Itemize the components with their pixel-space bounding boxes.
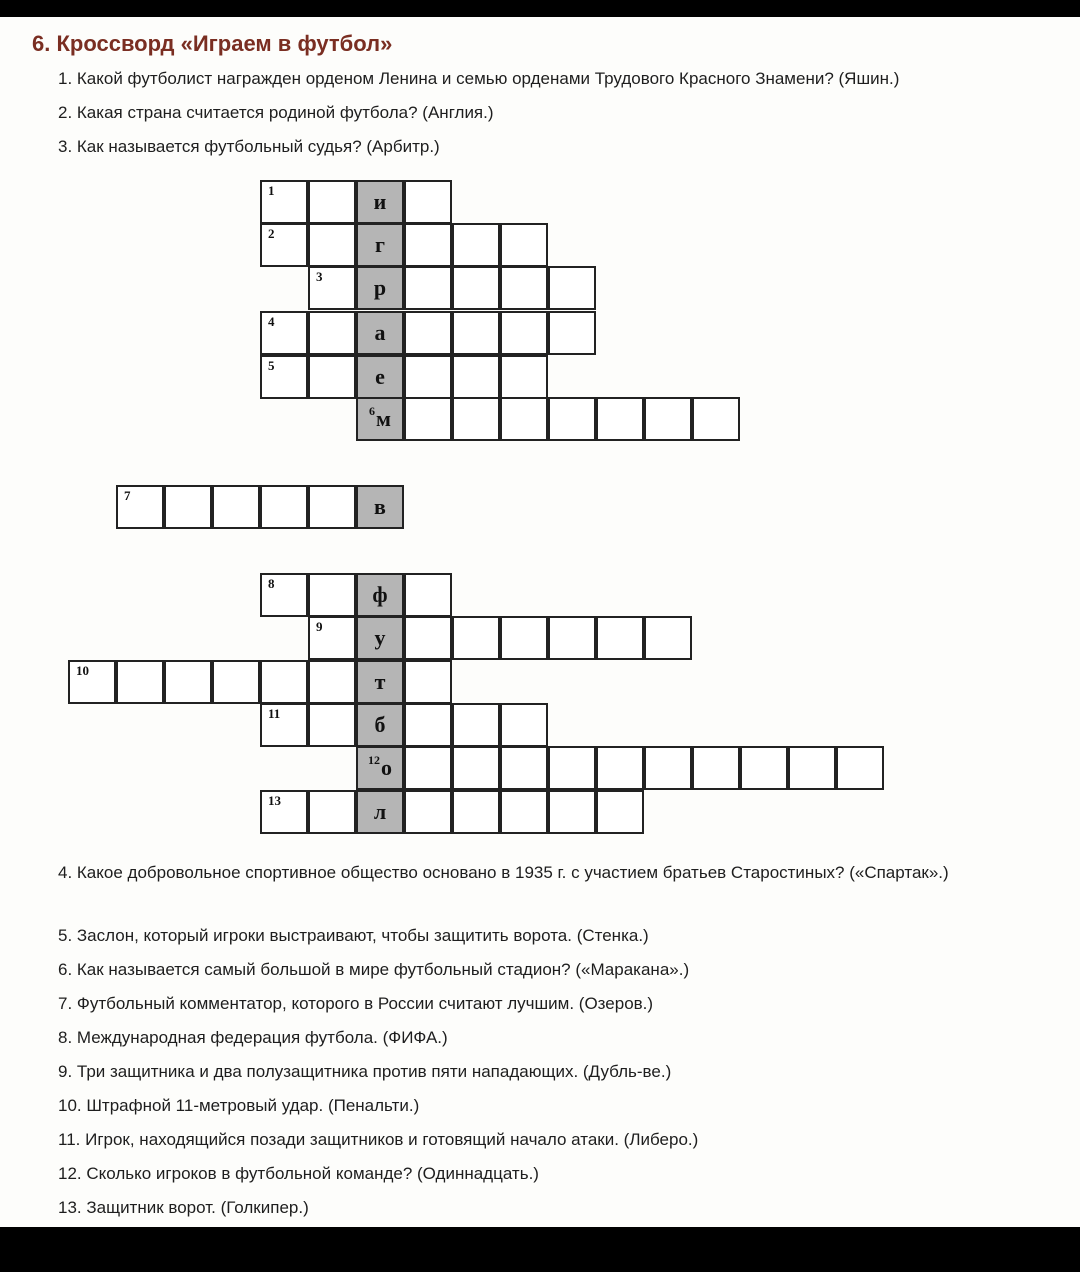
key-letter <box>358 575 402 615</box>
question-3: 3. Как называется футбольный судья? (Арбитр.) <box>58 137 440 156</box>
question-2: 2. Какая страна считается родиной футбола? (Англия.) <box>58 103 494 122</box>
clue-number-5: 5 <box>268 358 275 373</box>
crossword-cell <box>260 355 308 399</box>
key-cell-4 <box>356 311 404 355</box>
key-letter-text: б <box>374 712 386 737</box>
question-1: 1. Какой футболист награжден орденом Ленина и семью орденами Трудового Красного Знамени? (Яшин.) <box>58 69 900 88</box>
crossword-cell <box>308 180 356 224</box>
question-7: 7. Футбольный комментатор, которого в России считают лучшим. (Озеров.) <box>58 994 654 1013</box>
crossword-cell <box>308 616 356 660</box>
crossword-cell <box>212 485 260 529</box>
crossword-cell <box>404 397 452 441</box>
key-letter-text: и <box>373 189 387 214</box>
question-5: 5. Заслон, который игроки выстраивают, чтобы защитить ворота. (Стенка.) <box>58 926 649 945</box>
crossword-cell <box>260 180 308 224</box>
crossword-cell <box>452 223 500 267</box>
crossword-cell <box>452 355 500 399</box>
crossword-cell <box>452 616 500 660</box>
key-letter <box>358 268 402 308</box>
clue-number-6: 6 <box>369 403 375 418</box>
crossword-cell <box>452 746 500 790</box>
crossword-cell <box>260 790 308 834</box>
clue-number-1: 1 <box>268 183 275 198</box>
key-letter-text: т <box>374 669 386 694</box>
clue-number-7: 7 <box>124 488 131 503</box>
worksheet-page <box>0 17 1080 1227</box>
crossword-cell <box>404 180 452 224</box>
crossword-cell <box>692 746 740 790</box>
crossword-cell <box>548 616 596 660</box>
clue-number-13: 13 <box>268 793 281 808</box>
key-letter-text: л <box>373 799 387 824</box>
key-cell-7 <box>356 485 404 529</box>
clue-number-8: 8 <box>268 576 275 591</box>
crossword-cell <box>692 397 740 441</box>
clue-number-10: 10 <box>76 663 89 678</box>
crossword-cell <box>500 266 548 310</box>
key-cell-11 <box>356 703 404 747</box>
key-cell-10 <box>356 660 404 704</box>
crossword-cell <box>452 311 500 355</box>
key-letter-text: о <box>381 755 392 780</box>
crossword-cell <box>452 790 500 834</box>
question-10: 10. Штрафной 11-метровый удар. (Пенальти.) <box>58 1096 420 1115</box>
clue-number-9: 9 <box>316 619 323 634</box>
question-11: 11. Игрок, находящийся позади защитников и готовящий начало атаки. (Либеро.) <box>58 1130 699 1149</box>
key-letter-text: р <box>373 275 387 300</box>
key-cell-13 <box>356 790 404 834</box>
key-cell-5 <box>356 355 404 399</box>
crossword-cell <box>260 660 308 704</box>
question-4: 4. Какое добровольное спортивное общество основано в 1935 г. с участием братьев Старостиных? («Спартак».) <box>58 863 949 882</box>
key-letter <box>358 662 402 702</box>
crossword-cell <box>548 266 596 310</box>
key-letter <box>358 182 402 222</box>
crossword-cell <box>260 311 308 355</box>
question-6: 6. Как называется самый большой в мире футбольный стадион? («Маракана».) <box>58 960 690 979</box>
crossword-cell <box>308 355 356 399</box>
crossword-cell <box>404 266 452 310</box>
crossword-cell <box>260 223 308 267</box>
crossword-cell <box>260 485 308 529</box>
crossword-cell <box>260 573 308 617</box>
crossword-cell <box>452 397 500 441</box>
key-letter-text: а <box>374 320 386 345</box>
crossword-cell <box>548 311 596 355</box>
key-letter <box>358 357 402 397</box>
key-cell-2 <box>356 223 404 267</box>
crossword-cell <box>788 746 836 790</box>
crossword-cell <box>116 485 164 529</box>
crossword-cell <box>500 616 548 660</box>
key-letter <box>358 487 402 527</box>
clue-number-11: 11 <box>268 706 281 721</box>
crossword-cell <box>596 790 644 834</box>
crossword-cell <box>548 790 596 834</box>
question-9: 9. Три защитника и два полузащитника против пяти нападающих. (Дубль-ве.) <box>58 1062 672 1081</box>
crossword-cell <box>452 266 500 310</box>
question-13: 13. Защитник ворот. (Голкипер.) <box>58 1198 309 1217</box>
crossword-cell <box>308 790 356 834</box>
crossword-cell <box>404 223 452 267</box>
clue-number-4: 4 <box>268 314 275 329</box>
key-cell-1 <box>356 180 404 224</box>
clue-number-12: 12 <box>368 752 380 767</box>
crossword-cell <box>548 746 596 790</box>
key-letter <box>358 792 402 832</box>
crossword-cell <box>308 703 356 747</box>
crossword-cell <box>68 660 116 704</box>
key-cell-3 <box>356 266 404 310</box>
crossword-cell <box>404 660 452 704</box>
question-8: 8. Международная федерация футбола. (ФИФА.) <box>58 1028 448 1047</box>
crossword-cell <box>404 355 452 399</box>
question-12: 12. Сколько игроков в футбольной команде? (Одиннадцать.) <box>58 1164 539 1183</box>
crossword-cell <box>500 397 548 441</box>
key-cell-6 <box>356 397 404 441</box>
crossword-cell <box>404 746 452 790</box>
key-letter <box>358 399 402 439</box>
crossword-cell <box>644 616 692 660</box>
crossword-cell <box>596 746 644 790</box>
key-letter <box>358 313 402 353</box>
crossword-cell <box>548 397 596 441</box>
crossword-cell <box>500 703 548 747</box>
crossword-cell <box>836 746 884 790</box>
crossword-cell <box>116 660 164 704</box>
page-title: 6. Кроссворд «Играем в футбол» <box>32 31 393 56</box>
crossword-cell <box>308 223 356 267</box>
key-letter <box>358 705 402 745</box>
key-letter <box>358 748 402 788</box>
crossword-cell <box>308 266 356 310</box>
crossword-cell <box>308 311 356 355</box>
crossword-cell <box>596 616 644 660</box>
crossword-cell <box>308 485 356 529</box>
key-letter-text: г <box>375 232 385 257</box>
key-letter-text: ф <box>372 582 388 607</box>
crossword-cell <box>500 746 548 790</box>
key-cell-9 <box>356 616 404 660</box>
crossword-cell <box>308 660 356 704</box>
crossword-cell <box>404 790 452 834</box>
key-cell-8 <box>356 573 404 617</box>
key-letter <box>358 618 402 658</box>
crossword-cell <box>644 746 692 790</box>
key-cell-12 <box>356 746 404 790</box>
crossword-cell <box>404 311 452 355</box>
crossword-cell <box>452 703 500 747</box>
key-letter <box>358 225 402 265</box>
crossword-cell <box>164 660 212 704</box>
key-letter-text: у <box>374 625 386 650</box>
crossword-cell <box>260 703 308 747</box>
crossword-cell <box>500 790 548 834</box>
crossword-cell <box>644 397 692 441</box>
key-letter-text: в <box>374 494 386 519</box>
key-letter-text: м <box>376 406 391 431</box>
crossword-cell <box>500 355 548 399</box>
crossword-cell <box>404 616 452 660</box>
crossword-cell <box>404 703 452 747</box>
crossword-cell <box>500 223 548 267</box>
crossword-cell <box>740 746 788 790</box>
crossword-cell <box>164 485 212 529</box>
crossword-cell <box>596 397 644 441</box>
crossword-cell <box>500 311 548 355</box>
clue-number-3: 3 <box>316 269 323 284</box>
crossword-cell <box>308 573 356 617</box>
key-letter-text: е <box>375 364 385 389</box>
crossword-cell <box>404 573 452 617</box>
crossword-cell <box>212 660 260 704</box>
clue-number-2: 2 <box>268 226 275 241</box>
